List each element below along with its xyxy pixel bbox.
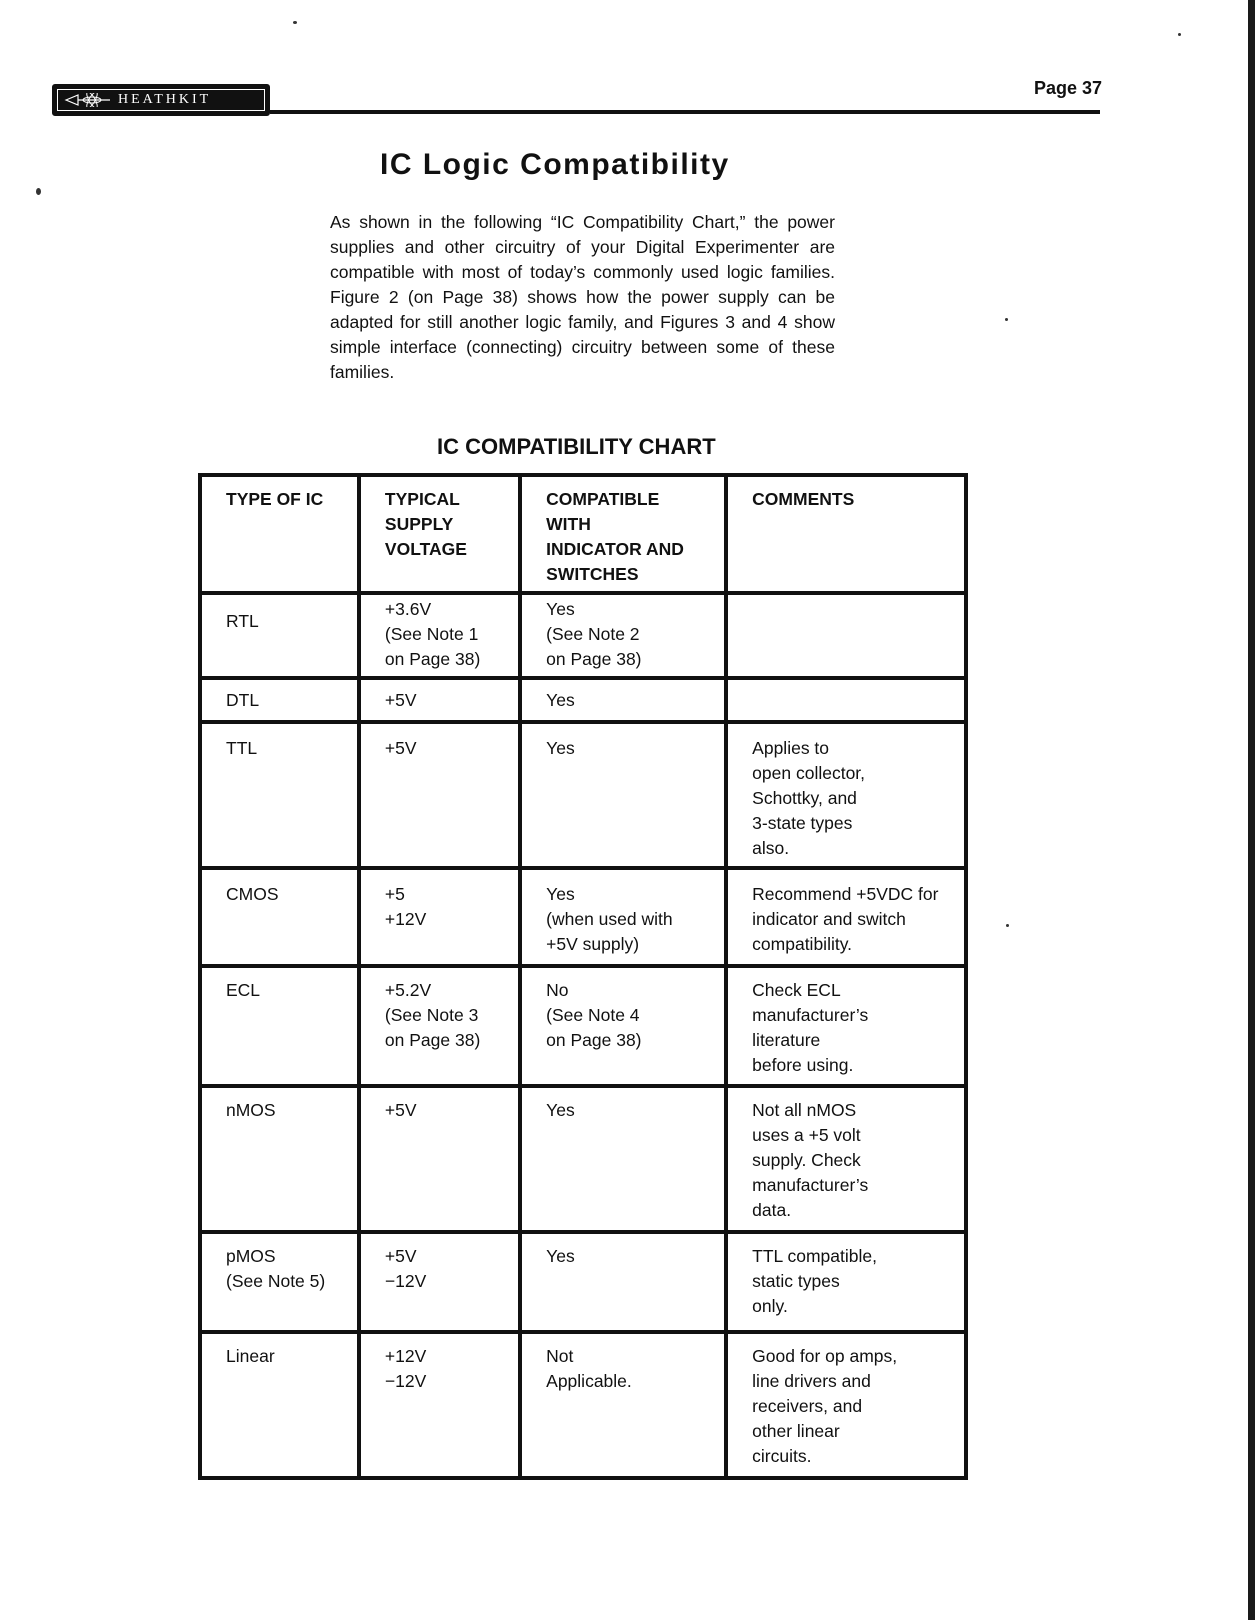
table-row xyxy=(200,678,966,722)
ic-type-cell: pMOS (See Note 5) xyxy=(200,1232,359,1332)
page-header xyxy=(52,84,1100,116)
voltage-cell: +5V xyxy=(359,722,520,868)
table-row xyxy=(200,966,966,1086)
header-supply-voltage: TYPICAL SUPPLY VOLTAGE xyxy=(359,475,520,593)
ic-type-cell: TTL xyxy=(200,722,359,868)
ic-type-cell: CMOS xyxy=(200,868,359,966)
atom-logo-icon xyxy=(64,93,112,107)
compatible-cell: Yes xyxy=(520,722,726,868)
compatible-cell: Yes (when used with +5V supply) xyxy=(520,868,726,966)
table-row xyxy=(200,593,966,678)
scan-speck xyxy=(293,21,297,24)
table-row xyxy=(200,722,966,868)
compatible-cell: Yes xyxy=(520,678,726,722)
comments-cell xyxy=(726,678,966,722)
scan-speck xyxy=(1006,924,1009,927)
table-header-row xyxy=(200,475,966,593)
comments-cell: Good for op amps, line drivers and receivers, and other linear circuits. xyxy=(726,1332,966,1478)
ic-type-cell: Linear xyxy=(200,1332,359,1478)
table-row xyxy=(200,1332,966,1478)
table-row xyxy=(200,868,966,966)
heathkit-logo xyxy=(52,84,270,116)
logo-text: HEATHKIT xyxy=(118,92,212,107)
compatible-cell: Yes (See Note 2 on Page 38) xyxy=(520,593,726,678)
scan-speck xyxy=(36,188,41,195)
voltage-cell: +5V −12V xyxy=(359,1232,520,1332)
comments-cell: Not all nMOS uses a +5 volt supply. Check manufacturer’s data. xyxy=(726,1086,966,1232)
voltage-cell: +12V −12V xyxy=(359,1332,520,1478)
header-comments: COMMENTS xyxy=(726,475,966,593)
comments-cell xyxy=(726,593,966,678)
compatible-cell: Not Applicable. xyxy=(520,1332,726,1478)
ic-type-cell: DTL xyxy=(200,678,359,722)
table-row xyxy=(200,1232,966,1332)
scan-speck xyxy=(1005,318,1008,321)
voltage-cell: +3.6V (See Note 1 on Page 38) xyxy=(359,593,520,678)
comments-cell: Applies to open collector, Schottky, and 3-state types also. xyxy=(726,722,966,868)
voltage-cell: +5 +12V xyxy=(359,868,520,966)
header-compatible: COMPATIBLE WITH INDICATOR AND SWITCHES xyxy=(520,475,726,593)
comments-cell: Check ECL manufacturer’s literature before using. xyxy=(726,966,966,1086)
ic-type-cell: ECL xyxy=(200,966,359,1086)
compatible-cell: No (See Note 4 on Page 38) xyxy=(520,966,726,1086)
scan-speck xyxy=(1178,33,1181,36)
voltage-cell: +5V xyxy=(359,1086,520,1232)
scan-edge xyxy=(1248,0,1255,1620)
ic-type-cell: nMOS xyxy=(200,1086,359,1232)
compatible-cell: Yes xyxy=(520,1232,726,1332)
chart-title: IC COMPATIBILITY CHART xyxy=(437,434,716,459)
header-type-of-ic: TYPE OF IC xyxy=(200,475,359,593)
compatible-cell: Yes xyxy=(520,1086,726,1232)
voltage-cell: +5V xyxy=(359,678,520,722)
intro-paragraph: As shown in the following “IC Compatibility Chart,” the power supplies and other circuitry of your Digital Experimenter are compatible with most of today’s commonly used logic families. Figure 2 (on Page 38) shows how the power supply can be adapted for still another logic family, and Figures 3 and 4 show simple interface (connecting) circuitry between some of these families. xyxy=(330,212,835,382)
compatibility-table xyxy=(198,473,968,1480)
voltage-cell: +5.2V (See Note 3 on Page 38) xyxy=(359,966,520,1086)
comments-cell: Recommend +5VDC for indicator and switch compatibility. xyxy=(726,868,966,966)
page-title: IC Logic Compatibility xyxy=(380,148,730,181)
ic-type-cell: RTL xyxy=(200,593,359,678)
page-number: Page 37 xyxy=(1034,78,1103,98)
header-rule xyxy=(270,110,1100,114)
table-row xyxy=(200,1086,966,1232)
comments-cell: TTL compatible, static types only. xyxy=(726,1232,966,1332)
